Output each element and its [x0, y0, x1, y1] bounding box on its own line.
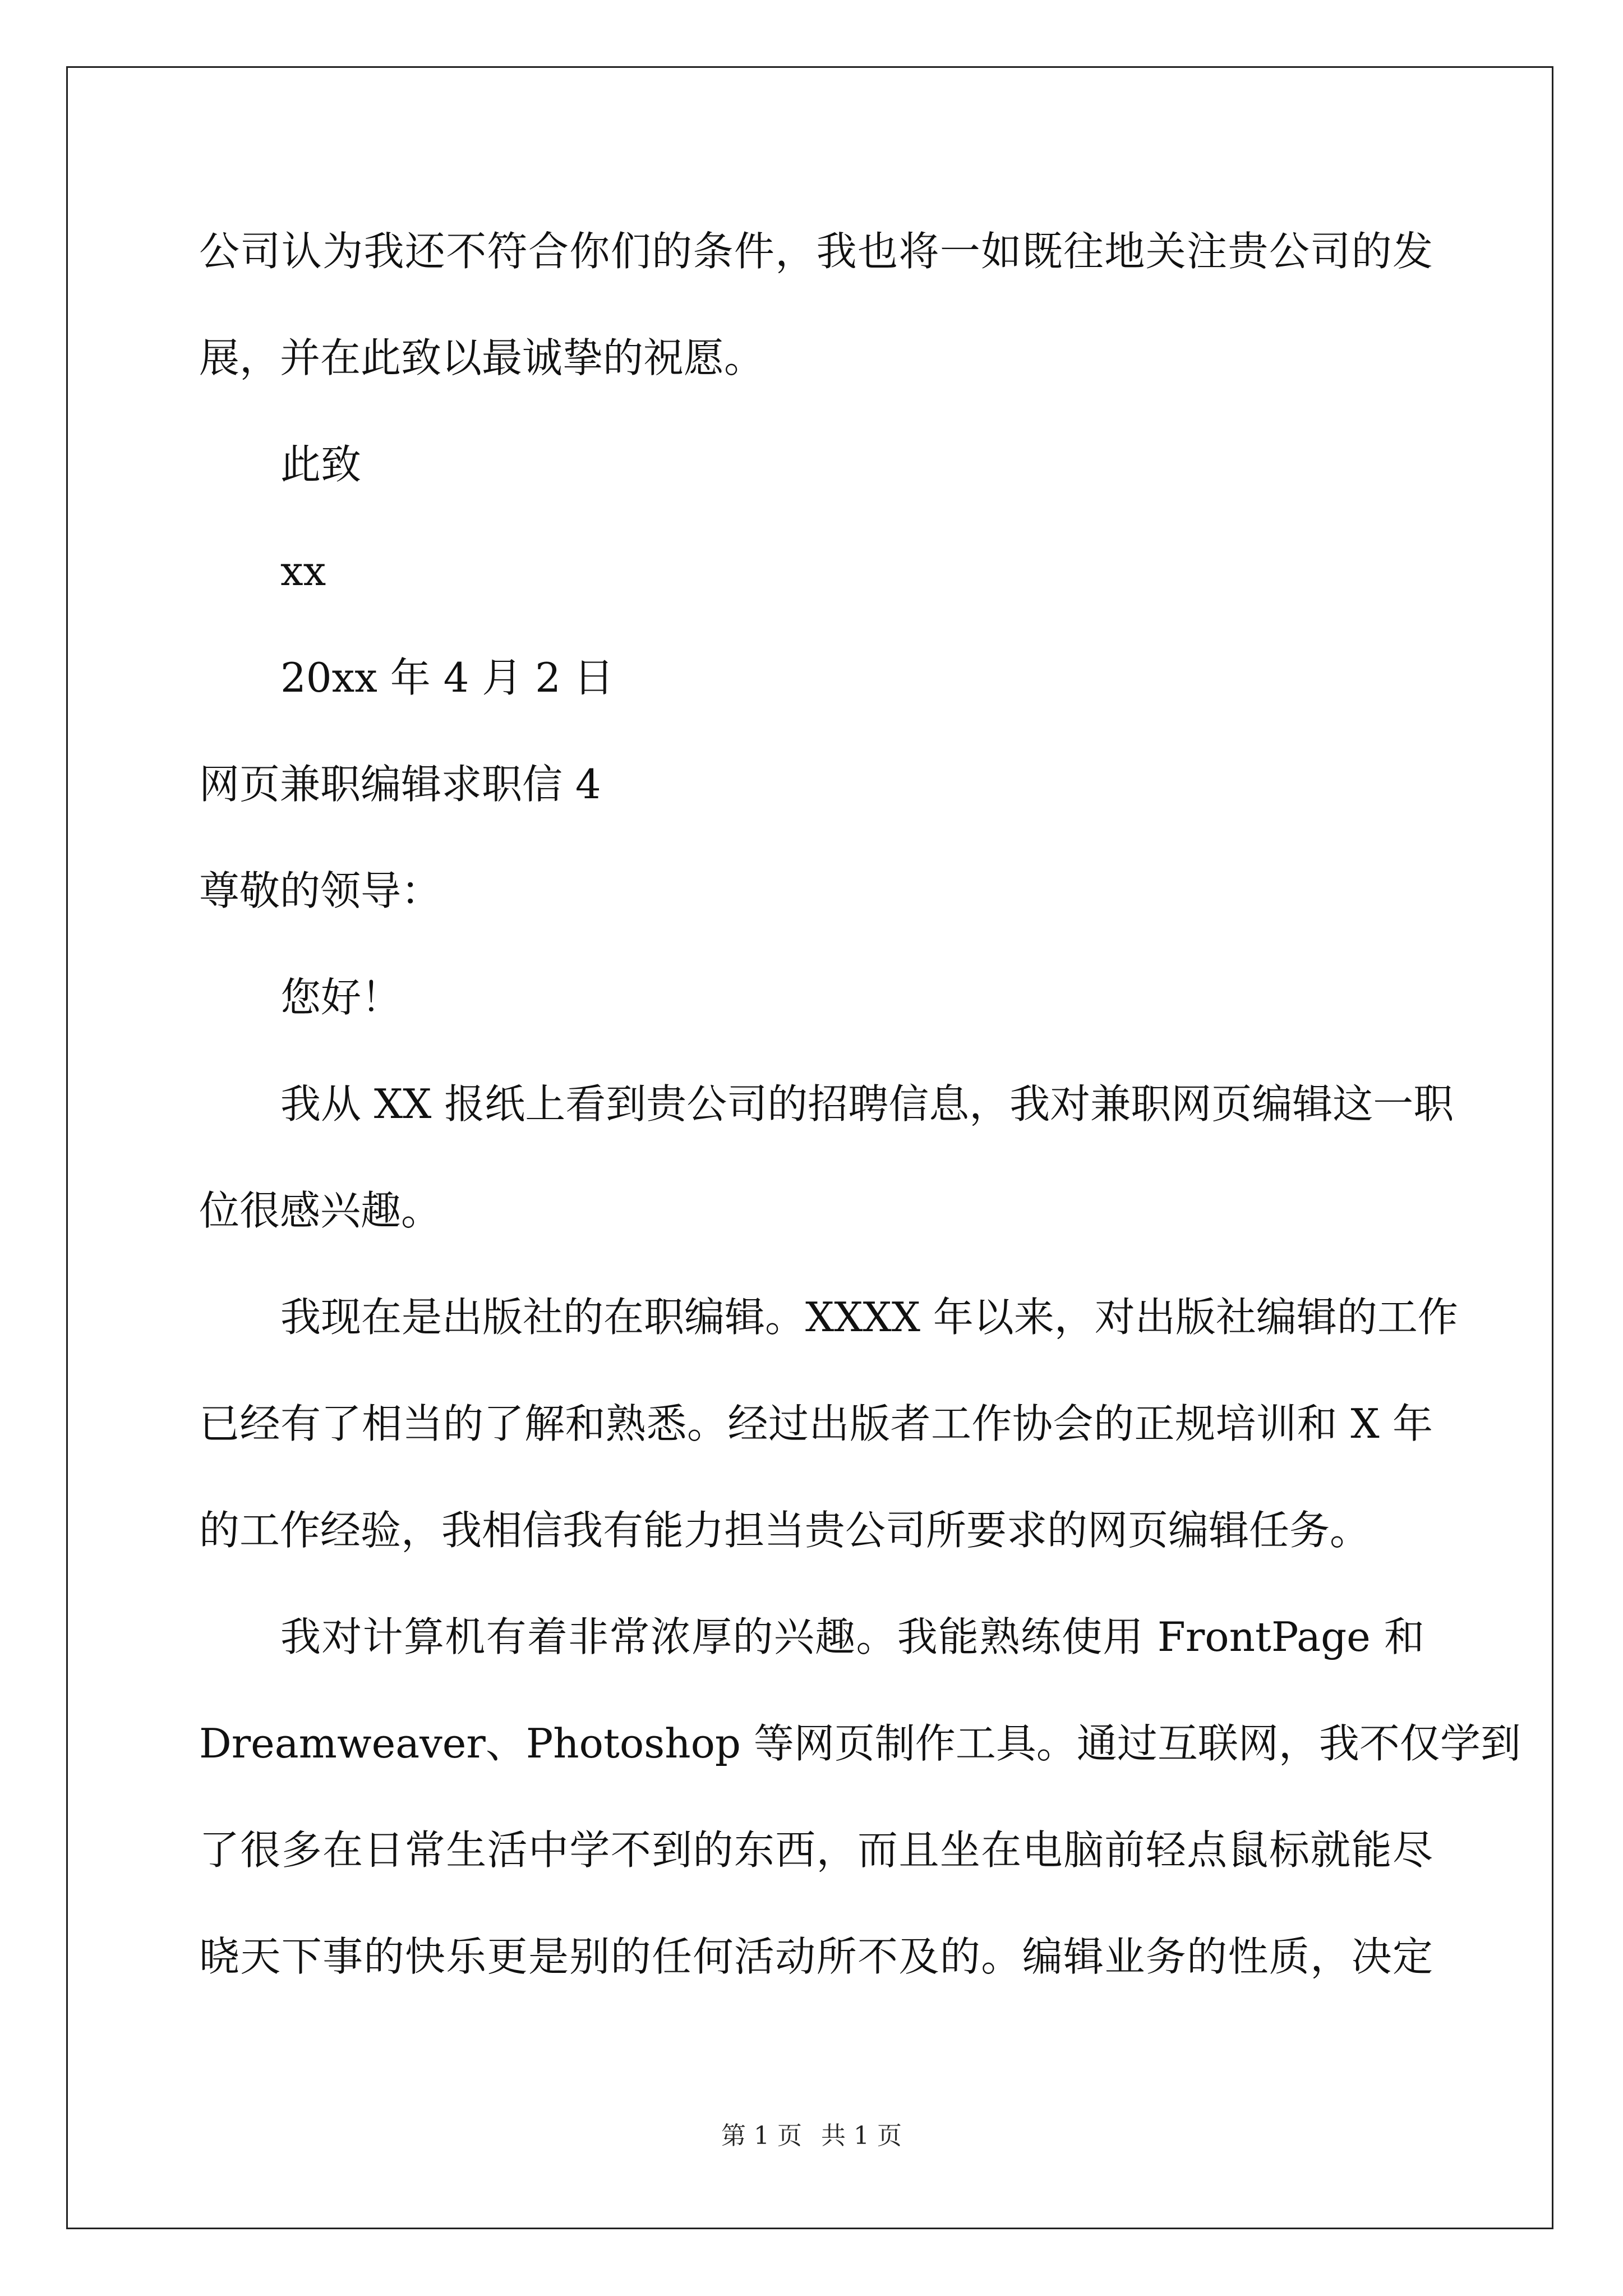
body-line-3: 我从 XX 报纸上看到贵公司的招聘信息，我对兼职网页编辑这一职 — [280, 1080, 1454, 1128]
greeting-recipient: 尊敬的领导： — [199, 867, 442, 914]
signature-name: xx — [280, 547, 326, 595]
body-line-6: 已经有了相当的了解和熟悉。经过出版者工作协会的正规培训和 X 年 — [199, 1400, 1433, 1447]
page-footer — [0, 2119, 1623, 2153]
section-title: 网页兼职编辑求职信 4 — [199, 761, 601, 808]
body-line-11: 晓天下事的快乐更是别的任何活动所不及的。编辑业务的性质，决定 — [199, 1933, 1433, 1980]
body-line-7: 的工作经验，我相信我有能力担当贵公司所要求的网页编辑任务。 — [199, 1507, 1371, 1554]
body-line-2: 展，并在此致以最诚挚的祝愿。 — [199, 334, 765, 381]
body-line-8: 我对计算机有着非常浓厚的兴趣。我能熟练使用 FrontPage 和 — [280, 1613, 1424, 1660]
page-border — [66, 66, 1553, 2229]
footer-total-pages: 共 1 页 — [821, 2122, 902, 2150]
signature-date: 20xx 年 4 月 2 日 — [280, 654, 614, 701]
closing-salutation: 此致 — [280, 441, 362, 488]
body-line-1: 公司认为我还不符合你们的条件，我也将一如既往地关注贵公司的发 — [199, 228, 1433, 275]
body-line-10: 了很多在日常生活中学不到的东西，而且坐在电脑前轻点鼠标就能尽 — [199, 1826, 1433, 1874]
body-line-9: Dreamweaver、Photoshop 等网页制作工具。通过互联网，我不仅学到 — [199, 1720, 1521, 1767]
body-line-5: 我现在是出版社的在职编辑。XXXX 年以来，对出版社编辑的工作 — [280, 1294, 1458, 1341]
footer-page-number: 第 1 页 — [721, 2122, 802, 2150]
greeting-hello: 您好！ — [280, 974, 402, 1021]
body-line-4: 位很感兴趣。 — [199, 1187, 442, 1234]
